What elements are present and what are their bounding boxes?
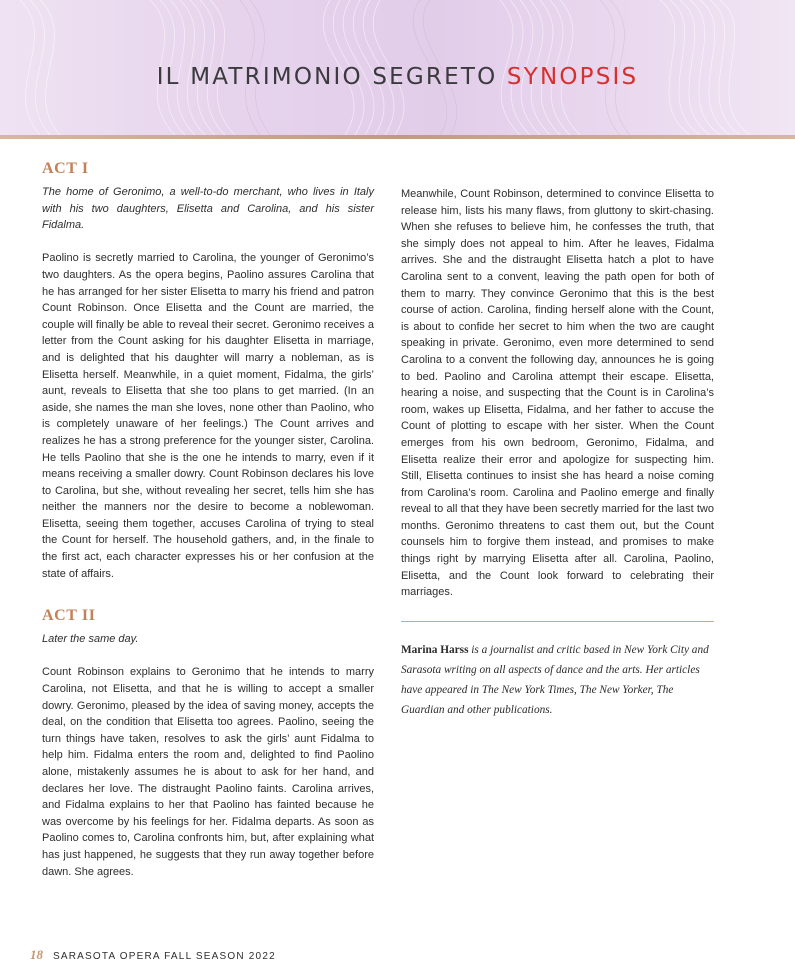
header-banner — [0, 0, 795, 135]
right-column — [401, 186, 714, 721]
publication-name: SARASOTA OPERA FALL SEASON 2022 — [53, 951, 276, 962]
title-main: IL MATRIMONIO SEGRETO — [156, 64, 507, 90]
act2-heading: ACT II — [42, 607, 96, 625]
title-accent: SYNOPSIS — [506, 64, 639, 90]
act1-body: Paolino is secretly married to Carolina, the younger of Geronimo’s two daughters. As the opera begins, Paolino assures Carolina that he has arranged for her sister Elisetta to marry his friend and patron Count Robinson. Once Elisetta and the Count are married, the couple will finally be able to reveal their secret. Geronimo receives a letter from the Count asking for his daughter Elisetta in marriage, and is delighted that his daughter will marry a nobleman, as is Elisetta herself. Meanwhile, in a quiet moment, Fidalma, the girls’ aunt, reveals to Elisetta that she too plans to get married. (In an aside, she names the man she loves, none other than Paolino, who is completely unaware of her feelings.) The Count arrives and realizes he has a strong preference for the younger sister, Carolina. He tells Paolino that she is the one he intends to marry, even if it means receiving a smaller dowry. Count Robinson declares his love to Carolina, but she, without revealing her secret, tells him she has neither the manners nor the desire to become a noblewoman. Elisetta, seeing them together, accuses Carolina of trying to steal the Count for herself. The household gathers, and, in the finale to the first act, each character expresses his or her confusion at the state of affairs. — [42, 252, 374, 580]
page-footer — [30, 947, 276, 963]
author-bio-text: is a journalist and critic based in New York City and Sarasota writing on all aspects of dance and the arts. Her articles have appeared in The New York Times, The New Yorker, The Guardian and other publications. — [401, 643, 709, 717]
author-name: Marina Harss — [401, 643, 469, 656]
act1-heading: ACT I — [42, 160, 89, 177]
banner-rule — [0, 135, 795, 139]
left-column — [42, 160, 374, 880]
act2-body-right: Meanwhile, Count Robinson, determined to convince Elisetta to release him, lists his many flaws, from gluttony to skirt-chasing. When she refuses to believe him, he confesses the truth, that she simply does not appeal to him. After he leaves, Fidalma arrives. She and the distraught Elisetta hatch a plot to have Carolina sent to a convent, leaving the path open for both of them to marry. They convince Geronimo that this is the best course of action. Carolina, finding herself alone with the Count, is about to confide her secret to him when the two are caught speaking in private. Geronimo, even more determined to send Carolina to a convent the following day, announces he is going to bed. Paolino and Carolina attempt their escape. Elisetta, hearing a noise, and suspecting that the Count is in Carolina’s room, wakes up Elisetta, Fidalma, and her father to accuse the Count of plotting to escape with her sister. When the Count emerges from his own bedroom, Geronimo, Fidalma, and Elisetta realize their error and apologize for suspecting him. Still, Elisetta continues to insist she has heard a noise coming from Carolina’s room. Carolina and Paolino emerge and finally reveal to all that they have been secretly married for the last two months. Geronimo threatens to cast them out, but the Count counsels him to forgive them instead, and promises to make things right by marrying Elisetta after all. Carolina, Paolino, Elisetta, and the Count look forward to celebrating their marriages. — [401, 188, 714, 599]
act1-setting: The home of Geronimo, a well-to-do merchant, who lives in Italy with his two daughters, Elisetta and Carolina, and his sister Fidalma. — [42, 186, 374, 232]
author-bio — [401, 640, 714, 721]
page-title — [0, 64, 795, 90]
act2-body-left: Count Robinson explains to Geronimo that he intends to marry Carolina, not Elisetta, and that he is willing to accept a smaller dowry. Geronimo, pleased by the idea of saving money, accepts the deal, on the condition that Elisetta too agrees. Paolino, seeing the turn things have taken, resolves to ask the girls’ aunt Fidalma to help him. Fidalma enters the room and, delighted to find Paolino alone, mistakenly assumes he is about to ask for her hand, and declares her love. The distraught Paolino faints. Carolina arrives, and Fidalma explains to her that Paolino has fainted because he was overcome by his feelings for her. Fidalma departs. As soon as Paolino comes to, Carolina confronts him, but, after explaining what has just happened, he suggests that they run away together before dawn. She agrees. — [42, 666, 374, 878]
page-number: 18 — [30, 947, 43, 962]
bio-divider — [401, 621, 714, 622]
act2-setting: Later the same day. — [42, 633, 139, 646]
